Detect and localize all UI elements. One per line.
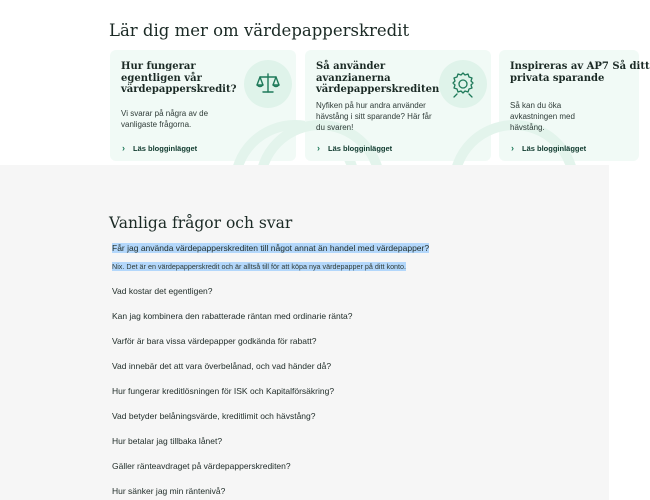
read-blog-link[interactable]: [121, 144, 197, 153]
chevron-right-icon: ›: [511, 143, 514, 153]
link-label: Läs blogginlägget: [522, 144, 587, 153]
faq-question[interactable]: Kan jag kombinera den rabatterade räntan med ordinarie ränta?: [112, 311, 353, 321]
card-text: Vi svarar på några av de vanligaste frågorna.: [121, 109, 209, 129]
card-title: Hur fungerar egentligen vår värdepapperskredit?: [121, 61, 237, 95]
faq-question-open[interactable]: [112, 243, 429, 253]
faq-section: [0, 165, 609, 500]
faq-question[interactable]: Varför är bara vissa värdepapper godkända för rabatt?: [112, 336, 317, 346]
link-label: Läs blogginlägget: [133, 144, 198, 153]
faq-title: Vanliga frågor och svar: [109, 214, 293, 232]
card-text: Så kan du öka avkastningen med hävstång.: [510, 101, 575, 132]
blog-card-3[interactable]: [499, 50, 650, 161]
faq-question[interactable]: Hur betalar jag tillbaka lånet?: [112, 436, 223, 446]
scales-icon: [244, 60, 292, 108]
card-text: Nyfiken på hur andra använder hävstång i sitt sparande? Här får du svaren!: [316, 101, 432, 132]
lightbulb-gear-icon: [439, 60, 487, 108]
faq-question[interactable]: Gäller ränteavdraget på värdepapperskrediten?: [112, 461, 291, 471]
link-label: Läs blogginlägget: [328, 144, 393, 153]
read-blog-link[interactable]: [316, 144, 392, 153]
card-title: Inspireras av AP7 Så ditt privata sparande: [510, 61, 650, 84]
faq-question[interactable]: Hur fungerar kreditlösningen för ISK och Kapitalförsäkring?: [112, 386, 335, 396]
faq-question[interactable]: Hur sänker jag min räntenivå?: [112, 486, 226, 496]
faq-answer: Nix. Det är en värdepapperskredit och är alltså till för att köpa nya värdepapper på ditt konto.: [112, 262, 407, 271]
section-title: Lär dig mer om värdepapperskredit: [109, 21, 410, 40]
faq-question[interactable]: Vad innebär det att vara överbelånad, och vad händer då?: [112, 361, 332, 371]
chevron-right-icon: ›: [122, 143, 125, 153]
faq-question-label: Får jag använda värdepapperskrediten till något annat än handel med värdepapper?: [112, 243, 430, 253]
card-title: Så använder avanzianerna värdepapperskrediten: [316, 61, 440, 95]
faq-question[interactable]: Vad kostar det egentligen?: [112, 286, 213, 296]
read-blog-link[interactable]: [510, 144, 586, 153]
chevron-right-icon: ›: [317, 143, 320, 153]
blog-section: [0, 0, 650, 165]
faq-question[interactable]: Vad betyder belåningsvärde, kreditlimit och hävstång?: [112, 411, 316, 421]
